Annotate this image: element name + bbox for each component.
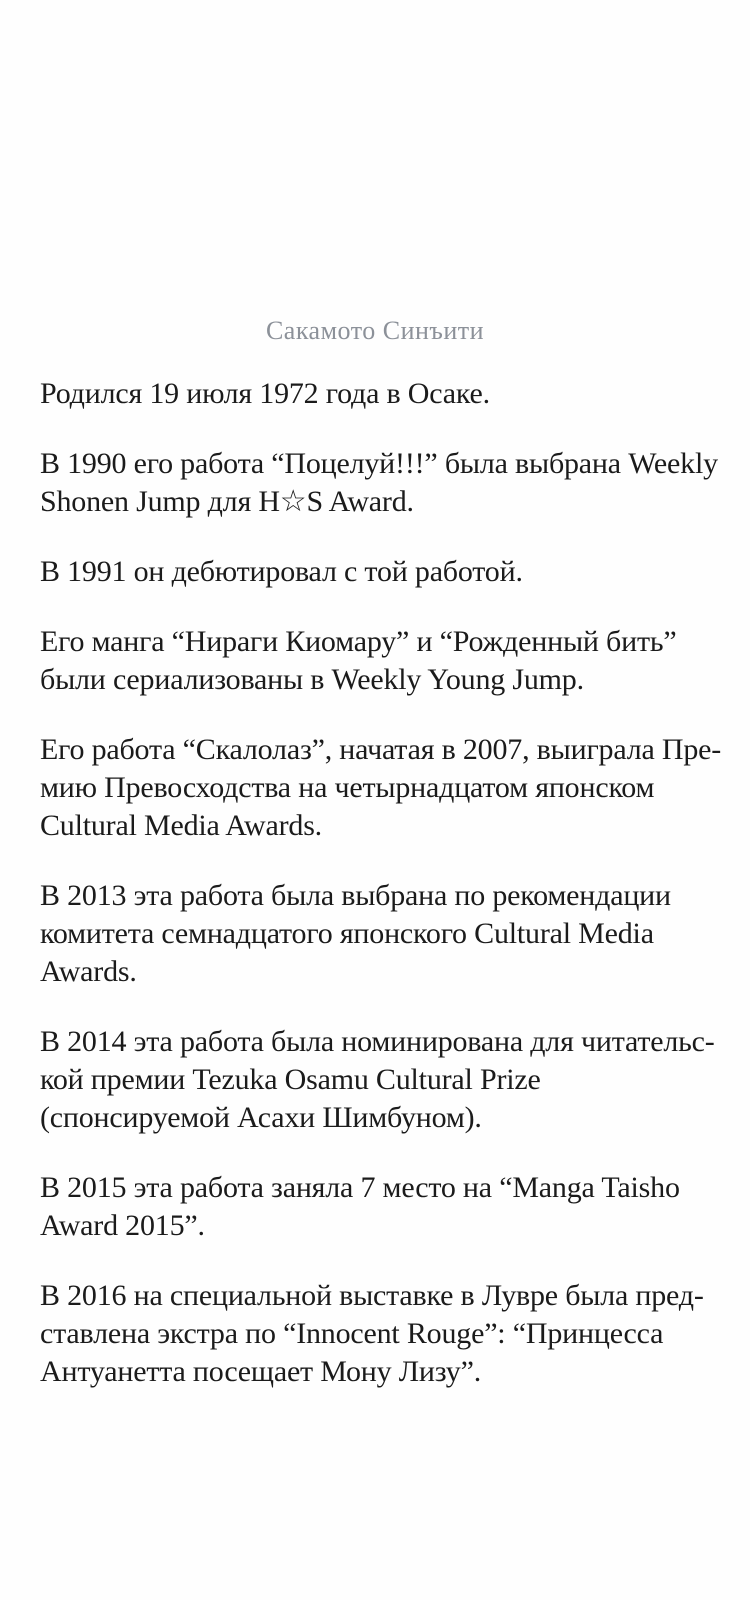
text-line: кой премии Tezuka Osamu Cultural Prize [40,1063,541,1096]
text-line: комитета семнадцатого японского Cultural Media [40,917,654,950]
paragraph-1991-debut [40,553,716,591]
text-line: В 1990 его работа “Поцелуй!!!” была выбрана Weekly [40,447,718,480]
paragraph-2014-nomination [40,1023,716,1137]
paragraph-2007-excellence-award [40,731,722,845]
paragraph-1990-award [40,445,716,521]
text-line: В 2013 эта работа была выбрана по рекомендации [40,879,671,912]
biography-text [40,375,722,1391]
text-line: Родился 19 июля 1972 года в Осаке. [40,377,490,410]
text-line: В 1991 он дебютировал с той работой. [40,555,523,588]
text-line: мию Превосходства на четырнадцатом японском [40,771,655,804]
paragraph-manga-serialization [40,623,716,699]
text-line: ставлена экстра по “Innocent Rouge”: “Принцесса [40,1317,664,1350]
text-line: Award 2015”. [40,1209,205,1242]
text-line: Антуанетта посещает Мону Лизу”. [40,1355,481,1388]
text-line: В 2015 эта работа заняла 7 место на “Manga Taisho [40,1171,680,1204]
text-line: Awards. [40,955,137,988]
paragraph-2015-manga-taisho [40,1169,716,1245]
text-line: Shonen Jump для H☆S Award. [40,485,414,518]
paragraph-2013-recommendation [40,877,716,991]
text-line: (спонсируемой Асахи Шимбуном). [40,1101,482,1134]
text-line: Его манга “Нираги Киомару” и “Рожденный бить” [40,625,677,658]
text-line: были сериализованы в Weekly Young Jump. [40,663,584,696]
text-line: Cultural Media Awards. [40,809,322,842]
text-line: В 2016 на специальной выставке в Лувре была пред- [40,1279,704,1312]
text-line: В 2014 эта работа была номинирована для читательс- [40,1025,715,1058]
paragraph-2016-louvre [40,1277,716,1391]
text-line: Его работа “Скалолаз”, начатая в 2007, выиграла Пре- [40,733,722,766]
paragraph-birth [40,375,716,413]
author-heading: Сакамото Синъити [265,316,485,345]
